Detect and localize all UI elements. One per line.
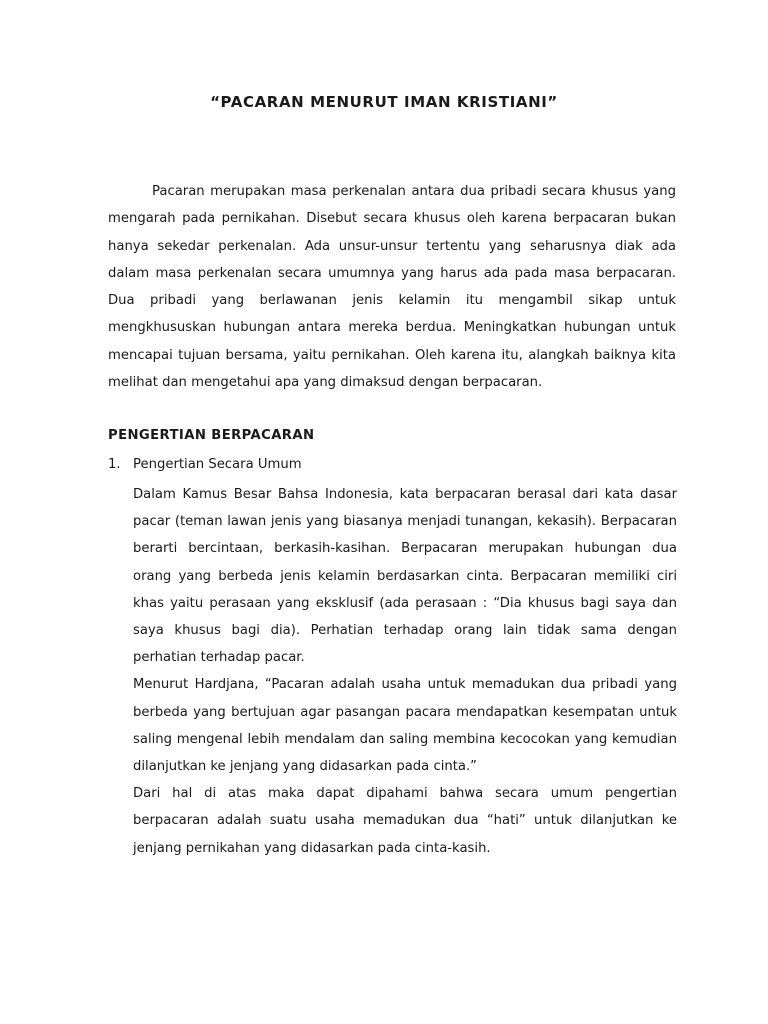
list-item-title: Pengertian Secara Umum [133,457,302,472]
list-item-paragraph-conclusion: Dari hal di atas maka dapat dipahami bahwa secara umum pengertian berpacaran adalah suatu usaha memadukan dua “hati” untuk dilanjutkan ke jenjang pernikahan yang didasarkan pada cinta-kasih. [133,786,677,856]
section-heading: PENGERTIAN BERPACARAN [108,428,315,443]
document-title: “PACARAN MENURUT IMAN KRISTIANI” [210,93,558,111]
list-item-paragraph-hardjana-quote: Menurut Hardjana, “Pacaran adalah usaha untuk memadukan dua pribadi yang berbeda yang bertujuan agar pasangan pacara mendapatkan kesempatan untuk saling mengenal lebih mendalam dan saling membina kecocokan yang kemudian dilanjutkan ke jenjang yang didasarkan pada cinta.” [133,677,677,775]
list-item-heading [108,455,302,475]
intro-paragraph: Pacaran merupakan masa perkenalan antara dua pribadi secara khusus yang mengarah pada pernikahan. Disebut secara khusus oleh karena berpacaran bukan hanya sekedar perkenalan. Ada unsur-unsur tertentu yang seharusnya diak ada dalam masa perkenalan secara umumnya yang harus ada pada masa berpacaran. Dua pribadi yang berlawanan jenis kelamin itu mengambil sikap untuk mengkhususkan hubungan antara mereka berdua. Meningkatkan hubungan untuk mencapai tujuan bersama, yaitu pernikahan. Oleh karena itu, alangkah baiknya kita melihat dan mengetahui apa yang dimaksud dengan berpacaran. [108,184,676,391]
list-item-number: 1. [108,457,121,472]
list-item-paragraph-definition: Dalam Kamus Besar Bahsa Indonesia, kata berpacaran berasal dari kata dasar pacar (teman lawan jenis yang biasanya menjadi tunangan, kekasih). Berpacaran berarti bercintaan, berkasih-kasihan. Berpacaran merupakan hubungan dua orang yang berbeda jenis kelamin berdasarkan cinta. Berpacaran memiliki ciri khas yaitu perasaan yang eksklusif (ada perasaan : “Dia khusus bagi saya dan saya khusus bagi dia). Perhatian terhadap orang lain tidak sama dengan perhatian terhadap pacar. [133,487,677,666]
list-item-body [133,481,677,862]
